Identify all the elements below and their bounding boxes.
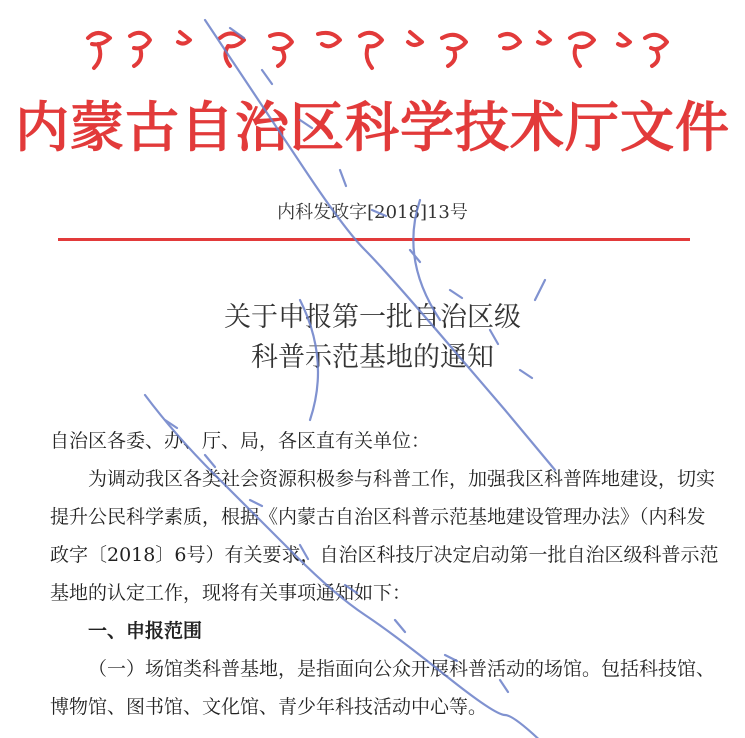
notice-title bbox=[0, 298, 745, 378]
document-number: 内科发政字[2018]13号 bbox=[277, 202, 468, 223]
section-heading-1: 一、申报范围 bbox=[88, 620, 203, 642]
mongolian-script-heading bbox=[70, 18, 680, 78]
document-body bbox=[50, 422, 720, 726]
body-item-1: （一）场馆类科普基地，是指面向公众开展科普活动的场馆。包括科技馆、博物馆、图书馆、文化馆、青少年科技活动中心等。 bbox=[50, 658, 716, 718]
salutation: 自治区各委、办、厅、局，各区直有关单位： bbox=[50, 430, 431, 452]
mongolian-script-icon bbox=[70, 18, 680, 78]
body-paragraph-1: 为调动我区各类社会资源积极参与科普工作，加强我区科普阵地建设，切实提升公民科学素质，根据《内蒙古自治区科普示范基地建设管理办法》（内科发政字〔2018〕6号）有关要求，自治区科技厅决定启动第一批自治区级科普示范基地的认定工作，现将有关事项通知如下： bbox=[50, 468, 719, 604]
document-main-title: 内蒙古自治区科学技术厅文件 bbox=[15, 96, 730, 159]
red-divider-line bbox=[58, 238, 690, 241]
notice-title-line1: 关于申报第一批自治区级 bbox=[224, 302, 521, 333]
notice-title-line2: 科普示范基地的通知 bbox=[251, 342, 494, 373]
